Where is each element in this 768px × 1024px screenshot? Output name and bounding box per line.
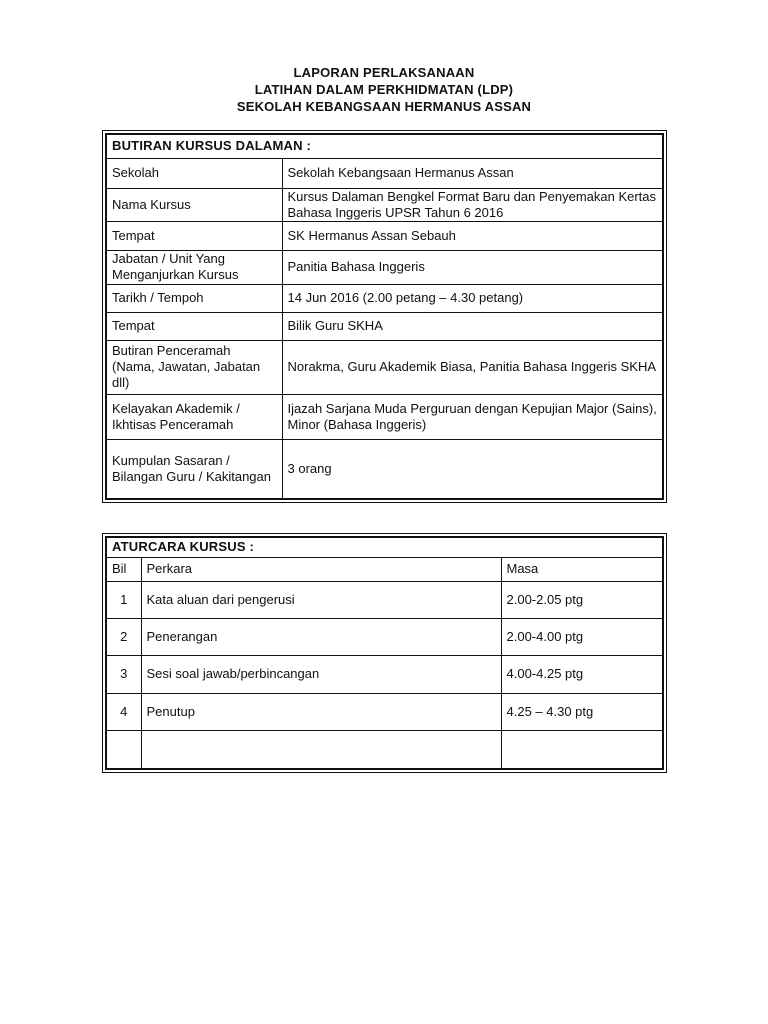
detail-value: Panitia Bahasa Inggeris bbox=[282, 250, 663, 284]
schedule-box bbox=[102, 533, 667, 773]
detail-row bbox=[106, 250, 663, 284]
report-title: LAPORAN PERLAKSANAAN bbox=[293, 65, 475, 80]
schedule-row bbox=[106, 581, 663, 618]
detail-label: Tempat bbox=[106, 221, 282, 250]
report-subtitle: LATIHAN DALAM PERKHIDMATAN (LDP) bbox=[254, 82, 514, 97]
detail-label: Sekolah bbox=[106, 158, 282, 188]
schedule-row bbox=[106, 693, 663, 730]
schedule-empty-cell bbox=[141, 730, 501, 769]
schedule-masa: 2.00-4.00 ptg bbox=[501, 618, 663, 655]
course-details-heading-row bbox=[106, 134, 663, 158]
schedule-empty-cell bbox=[501, 730, 663, 769]
schedule-perkara: Kata aluan dari pengerusi bbox=[141, 581, 501, 618]
schedule-heading-row bbox=[106, 537, 663, 557]
detail-row bbox=[106, 394, 663, 439]
schedule-heading: ATURCARA KURSUS : bbox=[106, 537, 663, 557]
column-header-masa: Masa bbox=[501, 557, 663, 581]
detail-label: Kelayakan Akademik / Ikhtisas Penceramah bbox=[106, 394, 282, 439]
schedule-bil: 3 bbox=[106, 655, 141, 693]
column-header-bil: Bil bbox=[106, 557, 141, 581]
schedule-row bbox=[106, 655, 663, 693]
course-details-table bbox=[105, 133, 664, 500]
detail-value: Ijazah Sarjana Muda Perguruan dengan Kepujian Major (Sains), Minor (Bahasa Inggeris) bbox=[282, 394, 663, 439]
schedule-bil: 4 bbox=[106, 693, 141, 730]
detail-row bbox=[106, 188, 663, 221]
report-header bbox=[0, 64, 768, 115]
detail-row bbox=[106, 312, 663, 340]
schedule-masa: 4.25 – 4.30 ptg bbox=[501, 693, 663, 730]
detail-value: 3 orang bbox=[282, 439, 663, 499]
schedule-masa: 4.00-4.25 ptg bbox=[501, 655, 663, 693]
schedule-empty-cell bbox=[106, 730, 141, 769]
schedule-row bbox=[106, 618, 663, 655]
schedule-perkara: Penerangan bbox=[141, 618, 501, 655]
detail-value: SK Hermanus Assan Sebauh bbox=[282, 221, 663, 250]
detail-label: Tempat bbox=[106, 312, 282, 340]
column-header-perkara: Perkara bbox=[141, 557, 501, 581]
schedule-header-row bbox=[106, 557, 663, 581]
schedule-perkara: Sesi soal jawab/perbincangan bbox=[141, 655, 501, 693]
school-name: SEKOLAH KEBANGSAAN HERMANUS ASSAN bbox=[236, 99, 532, 114]
detail-label: Butiran Penceramah (Nama, Jawatan, Jabatan dll) bbox=[106, 340, 282, 394]
schedule-perkara: Penutup bbox=[141, 693, 501, 730]
detail-row bbox=[106, 439, 663, 499]
schedule-table bbox=[105, 536, 664, 770]
schedule-masa: 2.00-2.05 ptg bbox=[501, 581, 663, 618]
schedule-bil: 1 bbox=[106, 581, 141, 618]
detail-value: Sekolah Kebangsaan Hermanus Assan bbox=[282, 158, 663, 188]
detail-label: Tarikh / Tempoh bbox=[106, 284, 282, 312]
detail-label: Kumpulan Sasaran / Bilangan Guru / Kakitangan bbox=[106, 439, 282, 499]
detail-label: Nama Kursus bbox=[106, 188, 282, 221]
detail-label: Jabatan / Unit Yang Menganjurkan Kursus bbox=[106, 250, 282, 284]
detail-row bbox=[106, 158, 663, 188]
course-details-box bbox=[102, 130, 667, 503]
schedule-bil: 2 bbox=[106, 618, 141, 655]
detail-row bbox=[106, 284, 663, 312]
detail-row bbox=[106, 340, 663, 394]
schedule-empty-row bbox=[106, 730, 663, 769]
detail-row bbox=[106, 221, 663, 250]
detail-value: 14 Jun 2016 (2.00 petang – 4.30 petang) bbox=[282, 284, 663, 312]
detail-value: Norakma, Guru Akademik Biasa, Panitia Bahasa Inggeris SKHA bbox=[282, 340, 663, 394]
detail-value: Bilik Guru SKHA bbox=[282, 312, 663, 340]
detail-value: Kursus Dalaman Bengkel Format Baru dan Penyemakan Kertas Bahasa Inggeris UPSR Tahun 6 2016 bbox=[282, 188, 663, 221]
course-details-heading: BUTIRAN KURSUS DALAMAN : bbox=[106, 134, 663, 158]
